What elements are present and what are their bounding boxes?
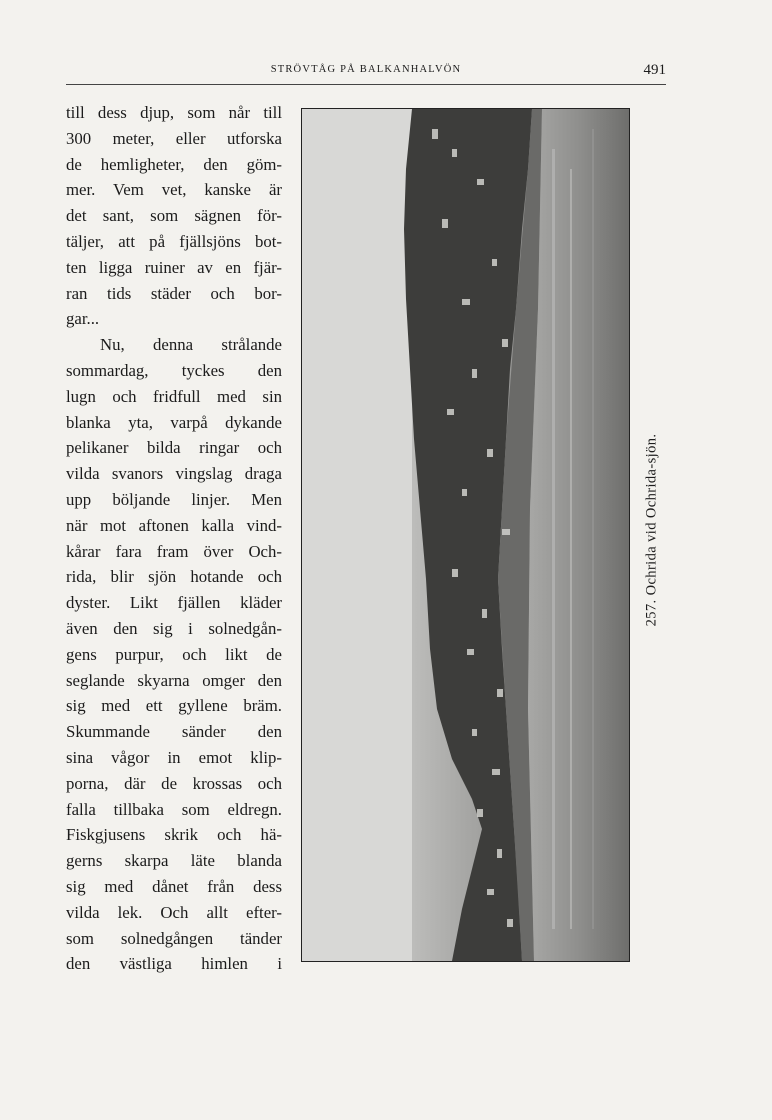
text-line: Nu, denna strålande: [100, 335, 282, 355]
text-line: ran tids städer och bor-: [66, 283, 282, 303]
running-title: STRÖVTÅG PÅ BALKANHALVÖN: [270, 64, 462, 75]
text-line: dyster. Likt fjällen kläder: [66, 593, 282, 613]
text-line: till dess djup, som når till: [66, 103, 282, 122]
body-text: [66, 100, 282, 977]
text-line: 300 meter, eller utforska: [66, 128, 282, 148]
text-line: upp böljande linjer. Men: [66, 489, 282, 509]
text-line: det sant, som sägnen för-: [66, 206, 282, 226]
text-line: porna, där de krossas och: [66, 773, 282, 793]
text-line: gar...: [66, 309, 100, 329]
text-line: ten ligga ruiner av en fjär-: [66, 257, 282, 277]
text-line: Fiskgjusens skrik och hä-: [66, 825, 282, 845]
lake: [528, 109, 629, 961]
text-line: sig med dånet från dess: [66, 876, 282, 896]
text-line: pelikaner bilda ringar och: [66, 438, 282, 458]
text-line: vilda lek. Och allt efter-: [66, 902, 282, 922]
page-header: [66, 62, 666, 85]
text-line: den västliga himlen i: [66, 954, 282, 974]
text-line: sommardag, tyckes den: [66, 360, 282, 380]
text-line: täljer, att på fjällsjöns bot-: [66, 231, 282, 251]
text-line: kårar fara fram över Och-: [66, 541, 282, 561]
reflection-streak: [592, 129, 594, 929]
text-line: som solnedgången tänder: [66, 928, 282, 948]
text-line: vilda svanors vingslag draga: [66, 464, 282, 484]
reflection-streak: [570, 169, 572, 929]
text-line: rida, blir sjön hotande och: [66, 567, 282, 587]
figure-caption: 257. Ochrida vid Ochrida-sjön.: [643, 433, 660, 627]
text-line: Skummande sänder den: [66, 722, 282, 742]
ochrida-photo: [301, 108, 630, 962]
reflection-streak: [552, 149, 555, 929]
text-line: gens purpur, och likt de: [66, 644, 282, 664]
text-line: lugn och fridfull med sin: [66, 386, 282, 406]
text-line: sina vågor in emot klip-: [66, 747, 282, 767]
text-line: falla tillbaka som eldregn.: [66, 799, 282, 819]
text-line: seglande skyarna omger den: [66, 670, 282, 690]
town-lake-illustration: [302, 109, 629, 961]
text-line: gerns skarpa läte blanda: [66, 851, 282, 871]
text-line: de hemligheter, den göm-: [66, 154, 282, 174]
sky: [302, 109, 412, 961]
page-number: 491: [643, 62, 666, 78]
text-line: blanka yta, varpå dykande: [66, 412, 282, 432]
text-line: mer. Vem vet, kanske är: [66, 180, 282, 200]
text-line: även den sig i solnedgån-: [66, 618, 282, 638]
text-line: sig med ett gyllene bräm.: [66, 696, 282, 716]
text-line: när mot aftonen kalla vind-: [66, 515, 282, 535]
